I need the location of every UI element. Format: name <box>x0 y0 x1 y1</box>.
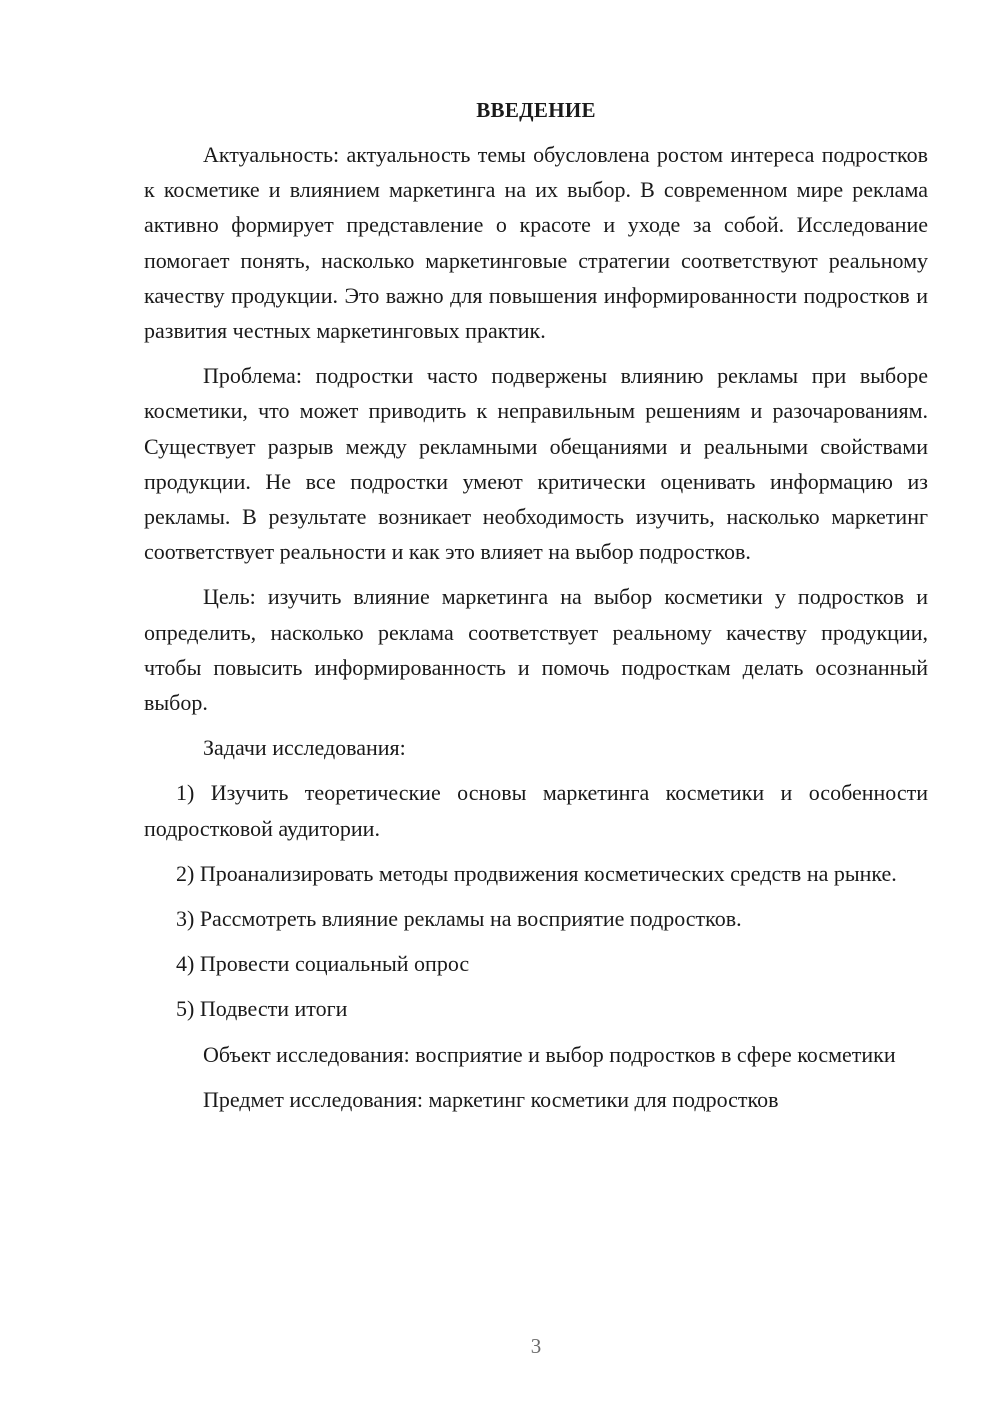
task-item-3: 3) Рассмотреть влияние рекламы на восприятие подростков. <box>176 906 742 932</box>
page-title: ВВЕДЕНИЕ <box>476 98 596 122</box>
object-paragraph: Объект исследования: восприятие и выбор подростков в сфере косметики <box>203 1041 896 1067</box>
relevance-paragraph: Актуальность: актуальность темы обусловлена ростом интереса подростков к косметике и влиянием маркетинга на их выбор. В современном мире реклама активно формирует представление о красоте и уходе за собой. Исследование помогает понять, насколько маркетинговые стратегии соответствуют реальному качеству продукции. Это важно для повышения информированности подростков и развития честных маркетинговых практик. <box>144 142 928 344</box>
page-number: 3 <box>530 1334 542 1358</box>
tasks-heading: Задачи исследования: <box>203 735 406 761</box>
task-item-2: 2) Проанализировать методы продвижения косметических средств на рынке. <box>176 860 897 886</box>
document-body <box>144 94 928 1127</box>
task-item-5: 5) Подвести итоги <box>176 996 348 1022</box>
task-item-4: 4) Провести социальный опрос <box>176 951 470 977</box>
subject-paragraph: Предмет исследования: маркетинг косметики для подростков <box>203 1086 779 1112</box>
problem-paragraph: Проблема: подростки часто подвержены влиянию рекламы при выборе косметики, что может приводить к неправильным решениям и разочарованиям. Существует разрыв между рекламными обещаниями и реальными свойствами продукции. Не все подростки умеют критически оценивать информацию из рекламы. В результате возникает необходимость изучить, насколько маркетинг соответствует реальности и как это влияет на выбор подростков. <box>144 363 928 565</box>
goal-paragraph: Цель: изучить влияние маркетинга на выбор косметики у подростков и определить, насколько реклама соответствует реальному качеству продукции, чтобы повысить информированность и помочь подросткам делать осознанный выбор. <box>144 584 928 716</box>
task-item-1: 1) Изучить теоретические основы маркетинга косметики и особенности подростковой аудитории. <box>144 780 928 841</box>
